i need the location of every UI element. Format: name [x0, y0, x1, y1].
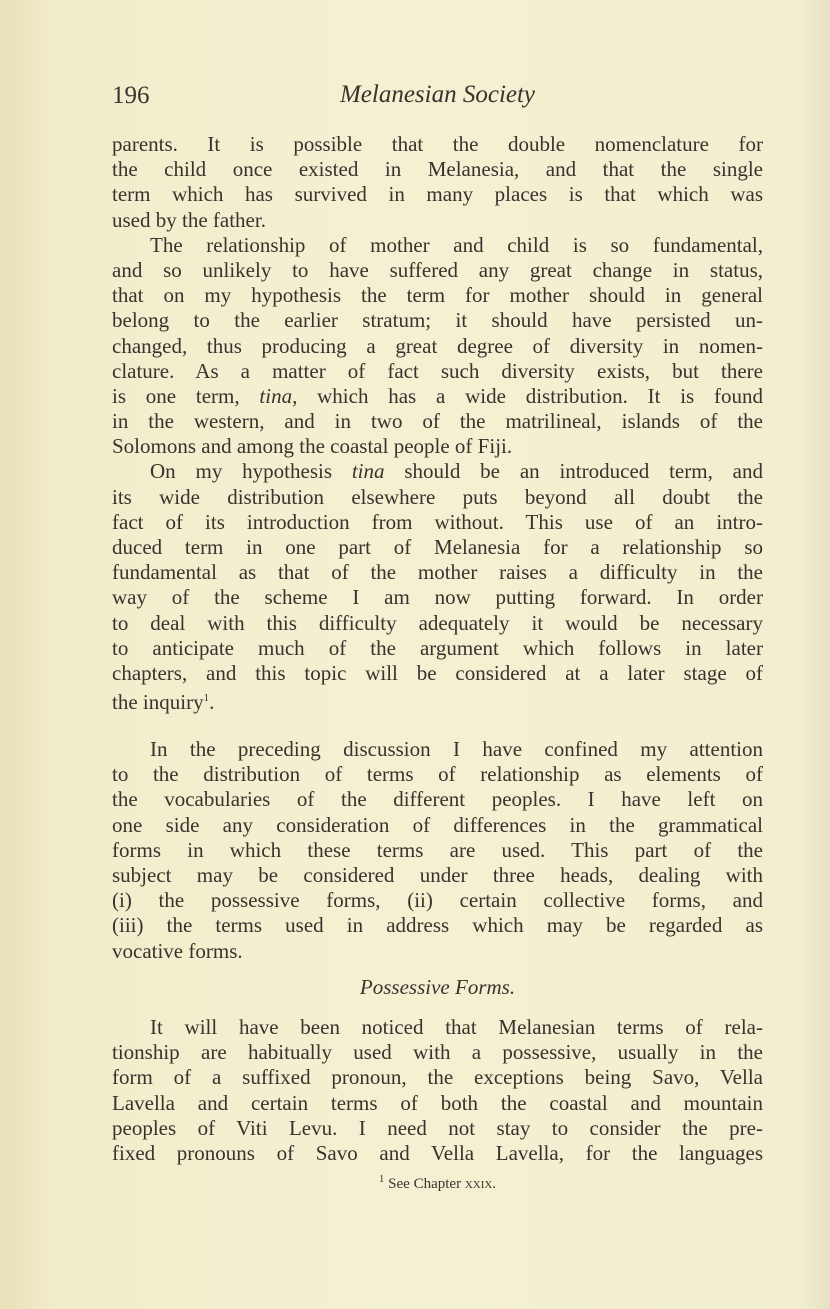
text-block-1 [112, 132, 763, 715]
footnote-ref: 1 [203, 692, 210, 705]
text-line [112, 585, 763, 610]
text-line [112, 787, 763, 812]
footnote-text: See Chapter [388, 1176, 465, 1192]
text-run: The relationship of mother and child is so fundamental, [150, 232, 763, 257]
text-line [112, 888, 763, 913]
text-line [112, 1015, 763, 1040]
text-run: fundamental as that of the mother raises a difficulty in the [112, 560, 763, 585]
text-run: duced term in one part of Melanesia for a relationship so [112, 535, 763, 559]
text-line [112, 157, 763, 182]
text-run: used by the father. [112, 207, 266, 232]
text-run: is one term, [112, 383, 260, 408]
text-run: to deal with this difficulty adequately it would be necessary [112, 610, 763, 635]
text-run: parents. It is possible that the double nomenclature for [112, 132, 763, 156]
text-run: to anticipate much of the argument which follows in later [112, 635, 763, 660]
italic-term: tina [259, 383, 293, 408]
footnote-chapter-ref: xxix. [464, 1176, 497, 1192]
text-line [112, 1116, 763, 1141]
text-line [112, 863, 763, 888]
text-run: peoples of Viti Levu. I need not stay to consider the pre- [112, 1115, 763, 1140]
text-line [112, 182, 763, 207]
text-line [112, 283, 763, 308]
text-line [112, 813, 763, 838]
text-run: It will have been noticed that Melanesian terms of rela- [150, 1015, 763, 1039]
text-line [112, 485, 763, 510]
text-run: (iii) the terms used in address which may be regarded as [112, 913, 763, 938]
text-line [112, 611, 763, 636]
text-run: clature. As a matter of fact such diversity exists, but there [112, 358, 763, 383]
text-run: belong to the earlier stratum; it should have persisted un- [112, 308, 763, 333]
text-run: the child once existed in Melanesia, and that the single [112, 157, 763, 182]
text-run: tionship are habitually used with a possessive, usually in the [112, 1040, 763, 1065]
text-line [112, 560, 763, 585]
text-run: to the distribution of terms of relationship as elements of [112, 762, 763, 787]
text-run: In the preceding discussion I have confined my attention [150, 737, 763, 761]
text-run: term which has survived in many places is that which was [112, 182, 763, 207]
text-run: On my hypothesis [150, 459, 352, 484]
text-line [112, 434, 763, 459]
text-line [112, 913, 763, 938]
text-line [112, 535, 763, 560]
footnote [112, 1173, 763, 1193]
text-line [112, 510, 763, 535]
footnote-mark: 1 [378, 1173, 385, 1185]
text-block-3 [112, 1015, 763, 1166]
text-run: forms in which these terms are used. This part of the [112, 837, 763, 862]
text-line [112, 409, 763, 434]
text-run: , which has a wide distribution. It is found [292, 383, 763, 408]
text-line [112, 459, 763, 484]
text-line [112, 334, 763, 359]
text-line [112, 208, 763, 233]
text-line [112, 636, 763, 661]
text-line [112, 132, 763, 157]
italic-term: tina [351, 459, 385, 484]
text-run: fixed pronouns of Savo and Vella Lavella, for the languages [112, 1140, 763, 1165]
text-line [112, 838, 763, 863]
text-run: and so unlikely to have suffered any great change in status, [112, 257, 763, 282]
text-line [112, 686, 763, 715]
text-line [112, 1141, 763, 1166]
text-run: the vocabularies of the different peoples. I have left on [112, 787, 763, 812]
text-line [112, 359, 763, 384]
page-number: 196 [112, 82, 150, 109]
text-line [112, 1040, 763, 1065]
text-run: one side any consideration of differences in the grammatical [112, 812, 763, 837]
text-run: . [209, 690, 215, 715]
text-run: Lavella and certain terms of both the coastal and mountain [112, 1090, 763, 1115]
text-block-2 [112, 737, 763, 964]
text-run: its wide distribution elsewhere puts beyond all doubt the [112, 484, 763, 509]
text-line [112, 308, 763, 333]
text-run: should be an introduced term, and [384, 459, 763, 484]
text-run: fact of its introduction from without. This use of an intro- [112, 509, 763, 534]
text-run: (i) the possessive forms, (ii) certain collective forms, and [112, 888, 763, 913]
running-title: Melanesian Society [339, 81, 536, 108]
text-run: way of the scheme I am now putting forward. In order [112, 585, 763, 610]
text-run: that on my hypothesis the term for mother should in general [112, 283, 763, 308]
text-line [112, 1065, 763, 1090]
text-line [112, 233, 763, 258]
text-run: changed, thus producing a great degree of diversity in nomen- [112, 333, 763, 358]
text-line [112, 384, 763, 409]
text-run: chapters, and this topic will be considered at a later stage of [112, 660, 763, 685]
text-run: subject may be considered under three heads, dealing with [112, 862, 763, 887]
text-run: Solomons and among the coastal people of Fiji. [112, 434, 513, 459]
text-run: in the western, and in two of the matrilineal, islands of the [112, 409, 763, 434]
text-line [112, 939, 763, 964]
text-run: form of a suffixed pronoun, the exceptions being Savo, Vella [112, 1065, 763, 1090]
text-line [112, 1091, 763, 1116]
text-line [112, 762, 763, 787]
section-heading: Possessive Forms. [359, 975, 516, 999]
text-line [112, 258, 763, 283]
text-line [112, 737, 763, 762]
text-run: vocative forms. [112, 938, 243, 963]
text-run: the inquiry [112, 690, 204, 715]
text-line [112, 661, 763, 686]
